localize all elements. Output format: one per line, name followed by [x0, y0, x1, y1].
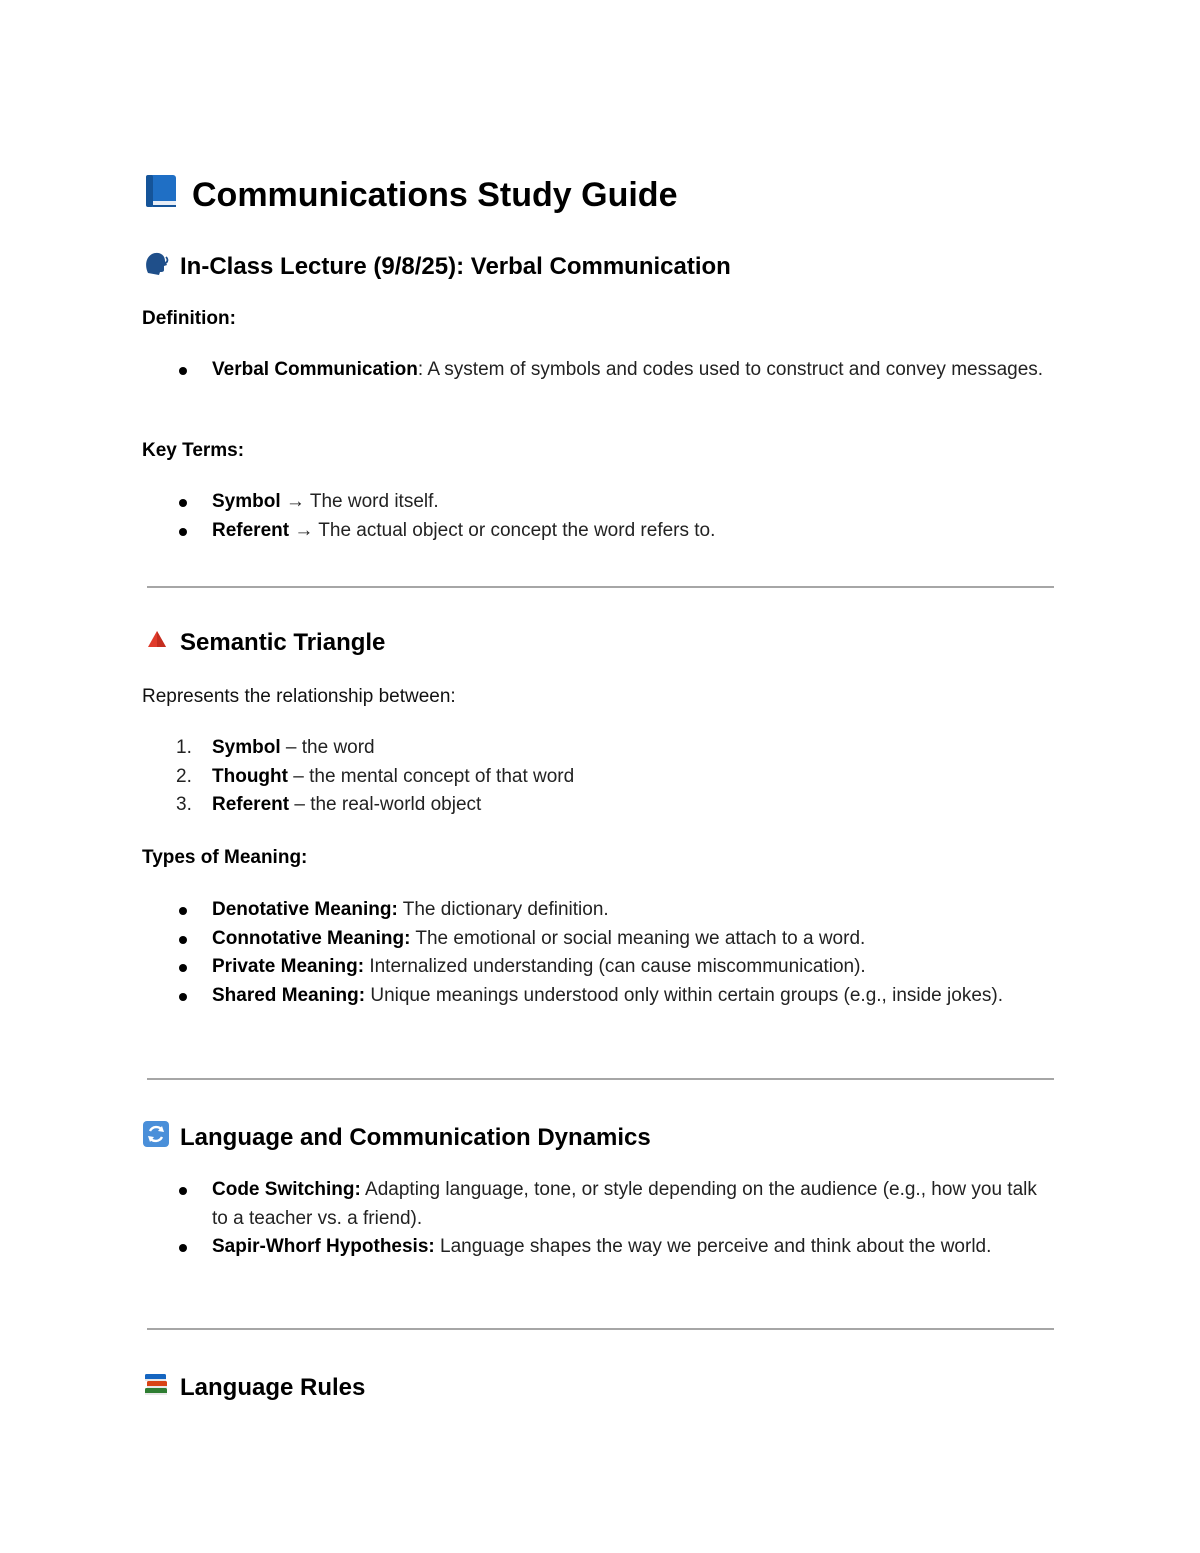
semantic-term: Thought: [212, 765, 288, 787]
meaning-text: Internalized understanding (can cause miscommunication).: [364, 956, 866, 977]
list-item: [142, 896, 1054, 925]
definition-text: : A system of symbols and codes used to construct and convey messages.: [417, 359, 1044, 380]
semantic-term: Symbol: [212, 737, 281, 758]
key-terms-label: Key Terms:: [142, 440, 245, 461]
meaning-term: Shared Meaning:: [212, 984, 366, 1006]
key-term-text: → The actual object or concept the word refers to.: [289, 519, 716, 541]
lecture-heading: [142, 249, 731, 284]
document-title: [142, 172, 677, 219]
list-item: [142, 734, 1054, 763]
lecture-heading-text: In-Class Lecture (9/8/25): Verbal Communication: [180, 252, 731, 280]
books-icon: [142, 1370, 170, 1405]
list-item: [142, 763, 1054, 792]
arrows-cycle-icon: [142, 1120, 170, 1155]
language-rules-heading: [142, 1370, 365, 1405]
dynamics-term: Code Switching:: [212, 1179, 361, 1200]
meaning-term: Private Meaning:: [212, 956, 365, 977]
semantic-text: – the word: [280, 737, 375, 758]
meaning-term: Connotative Meaning:: [212, 927, 411, 949]
types-of-meaning-list: [142, 896, 1054, 1010]
semantic-text: – the real-world object: [289, 794, 482, 815]
meaning-text: The dictionary definition.: [397, 899, 609, 920]
dynamics-heading-text: Language and Communication Dynamics: [180, 1123, 651, 1151]
semantic-text: – the mental concept of that word: [287, 765, 575, 787]
list-number: 1.: [176, 737, 192, 758]
semantic-intro: Represents the relationship between:: [142, 686, 456, 707]
list-item: [142, 1233, 1054, 1262]
list-item: [142, 791, 1054, 820]
definition-list: [142, 356, 1054, 385]
semantic-term: Referent: [212, 794, 290, 815]
section-divider: [147, 586, 1054, 588]
meaning-term: Denotative Meaning:: [212, 899, 398, 920]
dynamics-heading: [142, 1120, 651, 1155]
key-term: Symbol: [212, 491, 281, 512]
semantic-triangle-heading-text: Semantic Triangle: [180, 628, 386, 656]
dynamics-list: [142, 1176, 1054, 1262]
semantic-triangle-heading: [142, 628, 385, 657]
list-item: [142, 953, 1054, 982]
dynamics-text: Language shapes the way we perceive and think about the world.: [434, 1236, 992, 1257]
section-divider: [147, 1078, 1054, 1080]
meaning-text: Unique meanings understood only within certain groups (e.g., inside jokes).: [365, 984, 1003, 1006]
key-term-text: → The word itself.: [280, 491, 439, 512]
list-number: 2.: [176, 765, 192, 787]
list-item: [142, 356, 1054, 385]
document-title-text: Communications Study Guide: [192, 176, 678, 214]
section-divider: [147, 1328, 1054, 1330]
list-item: [142, 488, 1054, 517]
dynamics-text: Adapting language, tone, or style depending on the audience (e.g., how you talk to a teacher vs. a friend).: [212, 1179, 1037, 1229]
list-item: [142, 517, 1054, 546]
key-terms-list: [142, 488, 1054, 545]
dynamics-term: Sapir-Whorf Hypothesis:: [212, 1236, 435, 1257]
key-term: Referent: [212, 519, 290, 541]
semantic-triangle-list: [142, 734, 1054, 820]
language-rules-heading-text: Language Rules: [180, 1373, 366, 1401]
meaning-text: The emotional or social meaning we attach to a word.: [410, 927, 866, 949]
list-item: [142, 1176, 1054, 1233]
list-item: [142, 925, 1054, 954]
types-of-meaning-label: Types of Meaning:: [142, 847, 308, 868]
list-number: 3.: [176, 794, 192, 815]
list-item: [142, 982, 1054, 1011]
red-triangle-icon: [146, 628, 168, 657]
definition-term: Verbal Communication: [212, 359, 418, 380]
blue-book-icon: [142, 172, 180, 219]
definition-label: Definition:: [142, 308, 236, 329]
speaking-head-icon: [142, 249, 170, 284]
